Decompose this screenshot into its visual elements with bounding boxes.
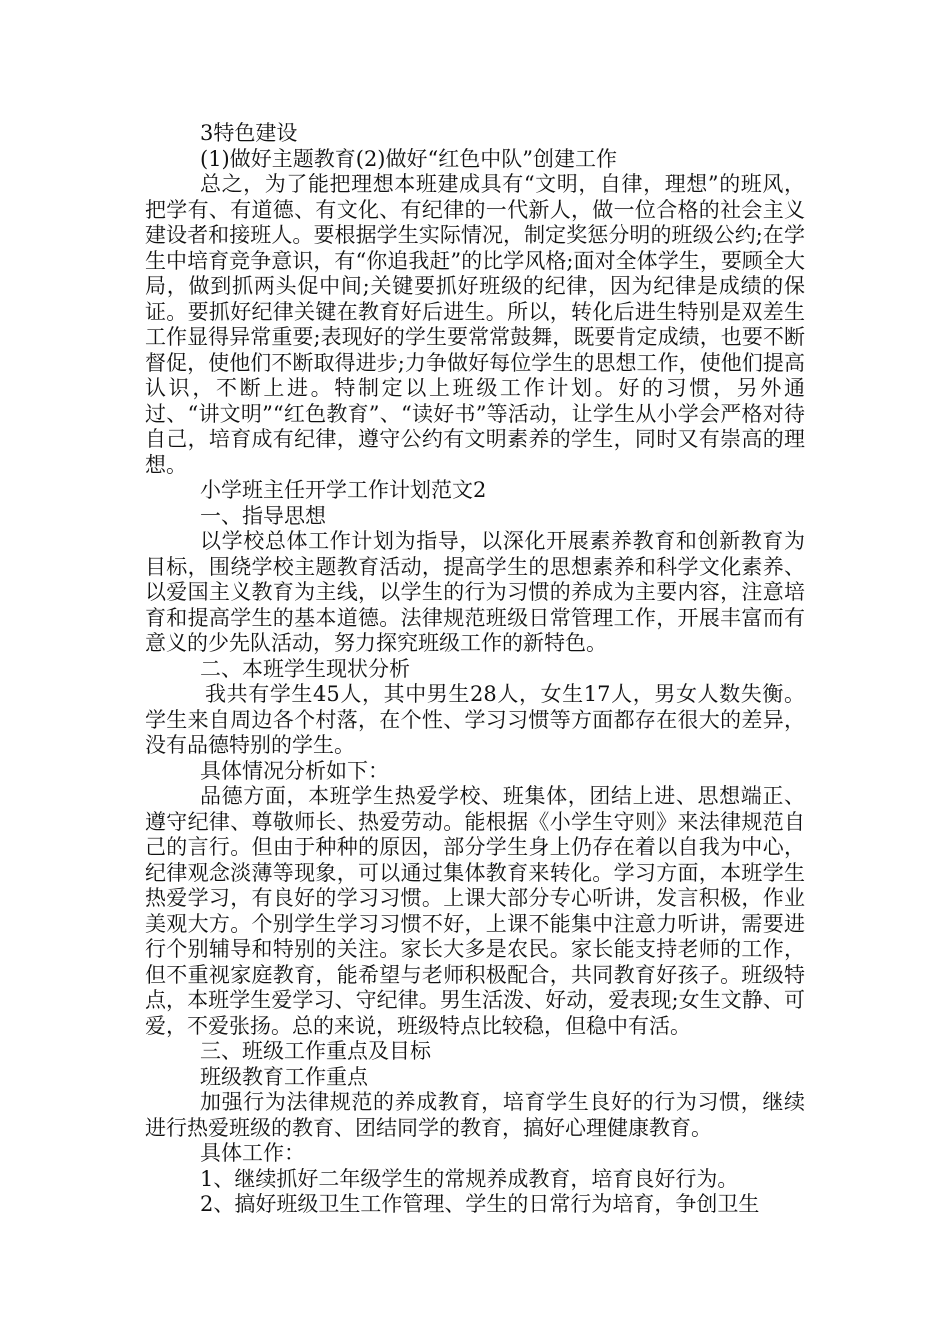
paragraph-heading-focus-goals: 三、班级工作重点及目标 xyxy=(200,1039,431,1063)
paragraph-education-focus: 加强行为法律规范的养成教育，培育学生良好的行为习惯，继续进行热爱班级的教育、团结同学的教育，搞好心理健康教育。 xyxy=(145,1090,805,1140)
paragraph-title-plan-2: 小学班主任开学工作计划范文2 xyxy=(200,478,487,502)
list-item-work-1: 1、继续抓好二年级学生的常规养成教育，培育良好行为。 xyxy=(200,1166,739,1191)
document-page xyxy=(145,121,805,1218)
list-item-work-2: 2、搞好班级卫生工作管理、学生的日常行为培育，争创卫生 xyxy=(200,1192,760,1216)
paragraph-heading-guiding-ideas: 一、指导思想 xyxy=(200,503,326,528)
paragraph-student-count: 我共有学生45人，其中男生28人，女生17人，男女人数失衡。学生来自周边各个村落，在个性、学习习惯等方面都存在很大的差异，没有品德特别的学生。 xyxy=(145,682,805,757)
paragraph-heading-details: 具体情况分析如下： xyxy=(200,758,389,783)
paragraph-heading-specific-work: 具体工作： xyxy=(200,1141,305,1165)
paragraph-themes: (1)做好主题教育(2)做好“红色中队”创建工作 xyxy=(200,146,617,171)
paragraph-summary: 总之，为了能把理想本班建成具有“文明，自律，理想”的班风，把学有、有道德、有文化、有纪律的一代新人，做一位合格的社会主义建设者和接班人。要根据学生实际情况，制定奖惩分明的班级公约;在学生中培育竞争意识，有“你追我赶”的比学风格;面对全体学生，要顾全大局，做到抓两头促中间;关键要抓好班级的纪律，因为纪律是成绩的保证。要抓好纪律关键在教育好后进生。所以，转化后进生特别是双差生工作显得异常重要;表现好的学生要常常鼓舞，既要肯定成绩，也要不断督促，使他们不断取得进步;力争做好每位学生的思想工作，使他们提高认识，不断上进。特制定以上班级工作计划。好的习惯，另外通过、“讲文明”“红色教育”、“读好书”等活动，让学生从小学会严格对待自己，培育成有纪律，遵守公约有文明素养的学生，同时又有崇高的理想。 xyxy=(145,172,805,477)
paragraph-heading-status-analysis: 二、本班学生现状分析 xyxy=(200,656,410,681)
paragraph-character-analysis: 品德方面，本班学生热爱学校、班集体，团结上进、思想端正、遵守纪律、尊敬师长、热爱劳动。能根据《小学生守则》来法律规范自己的言行。但由于种种的原因，部分学生身上仍存在着以自我为中心，纪律观念淡薄等现象，可以通过集体教育来转化。学习方面，本班学生热爱学习，有良好的学习习惯。上课大部分专心听讲，发言积极，作业美观大方。个别学生学习习惯不好，上课不能集中注意力听讲，需要进行个别辅导和特别的关注。家长大多是农民。家长能支持老师的工作，但不重视家庭教育，能希望与老师积极配合，共同教育好孩子。班级特点，本班学生爱学习、守纪律。男生活泼、好动，爱表现;女生文静、可爱，不爱张扬。总的来说，班级特点比较稳，但稳中有活。 xyxy=(145,784,805,1038)
paragraph-heading-special: 3特色建设 xyxy=(200,121,298,145)
paragraph-guiding-ideas: 以学校总体工作计划为指导，以深化开展素养教育和创新教育为目标，围绕学校主题教育活动，提高学生的思想素养和科学文化素养、以爱国主义教育为主线，以学生的行为习惯的养成为主要内容，注意培育和提高学生的基本道德。法律规范班级日常管理工作，开展丰富而有意义的少先队活动，努力探究班级工作的新特色。 xyxy=(145,529,805,655)
paragraph-heading-education-focus: 班级教育工作重点 xyxy=(200,1064,368,1089)
